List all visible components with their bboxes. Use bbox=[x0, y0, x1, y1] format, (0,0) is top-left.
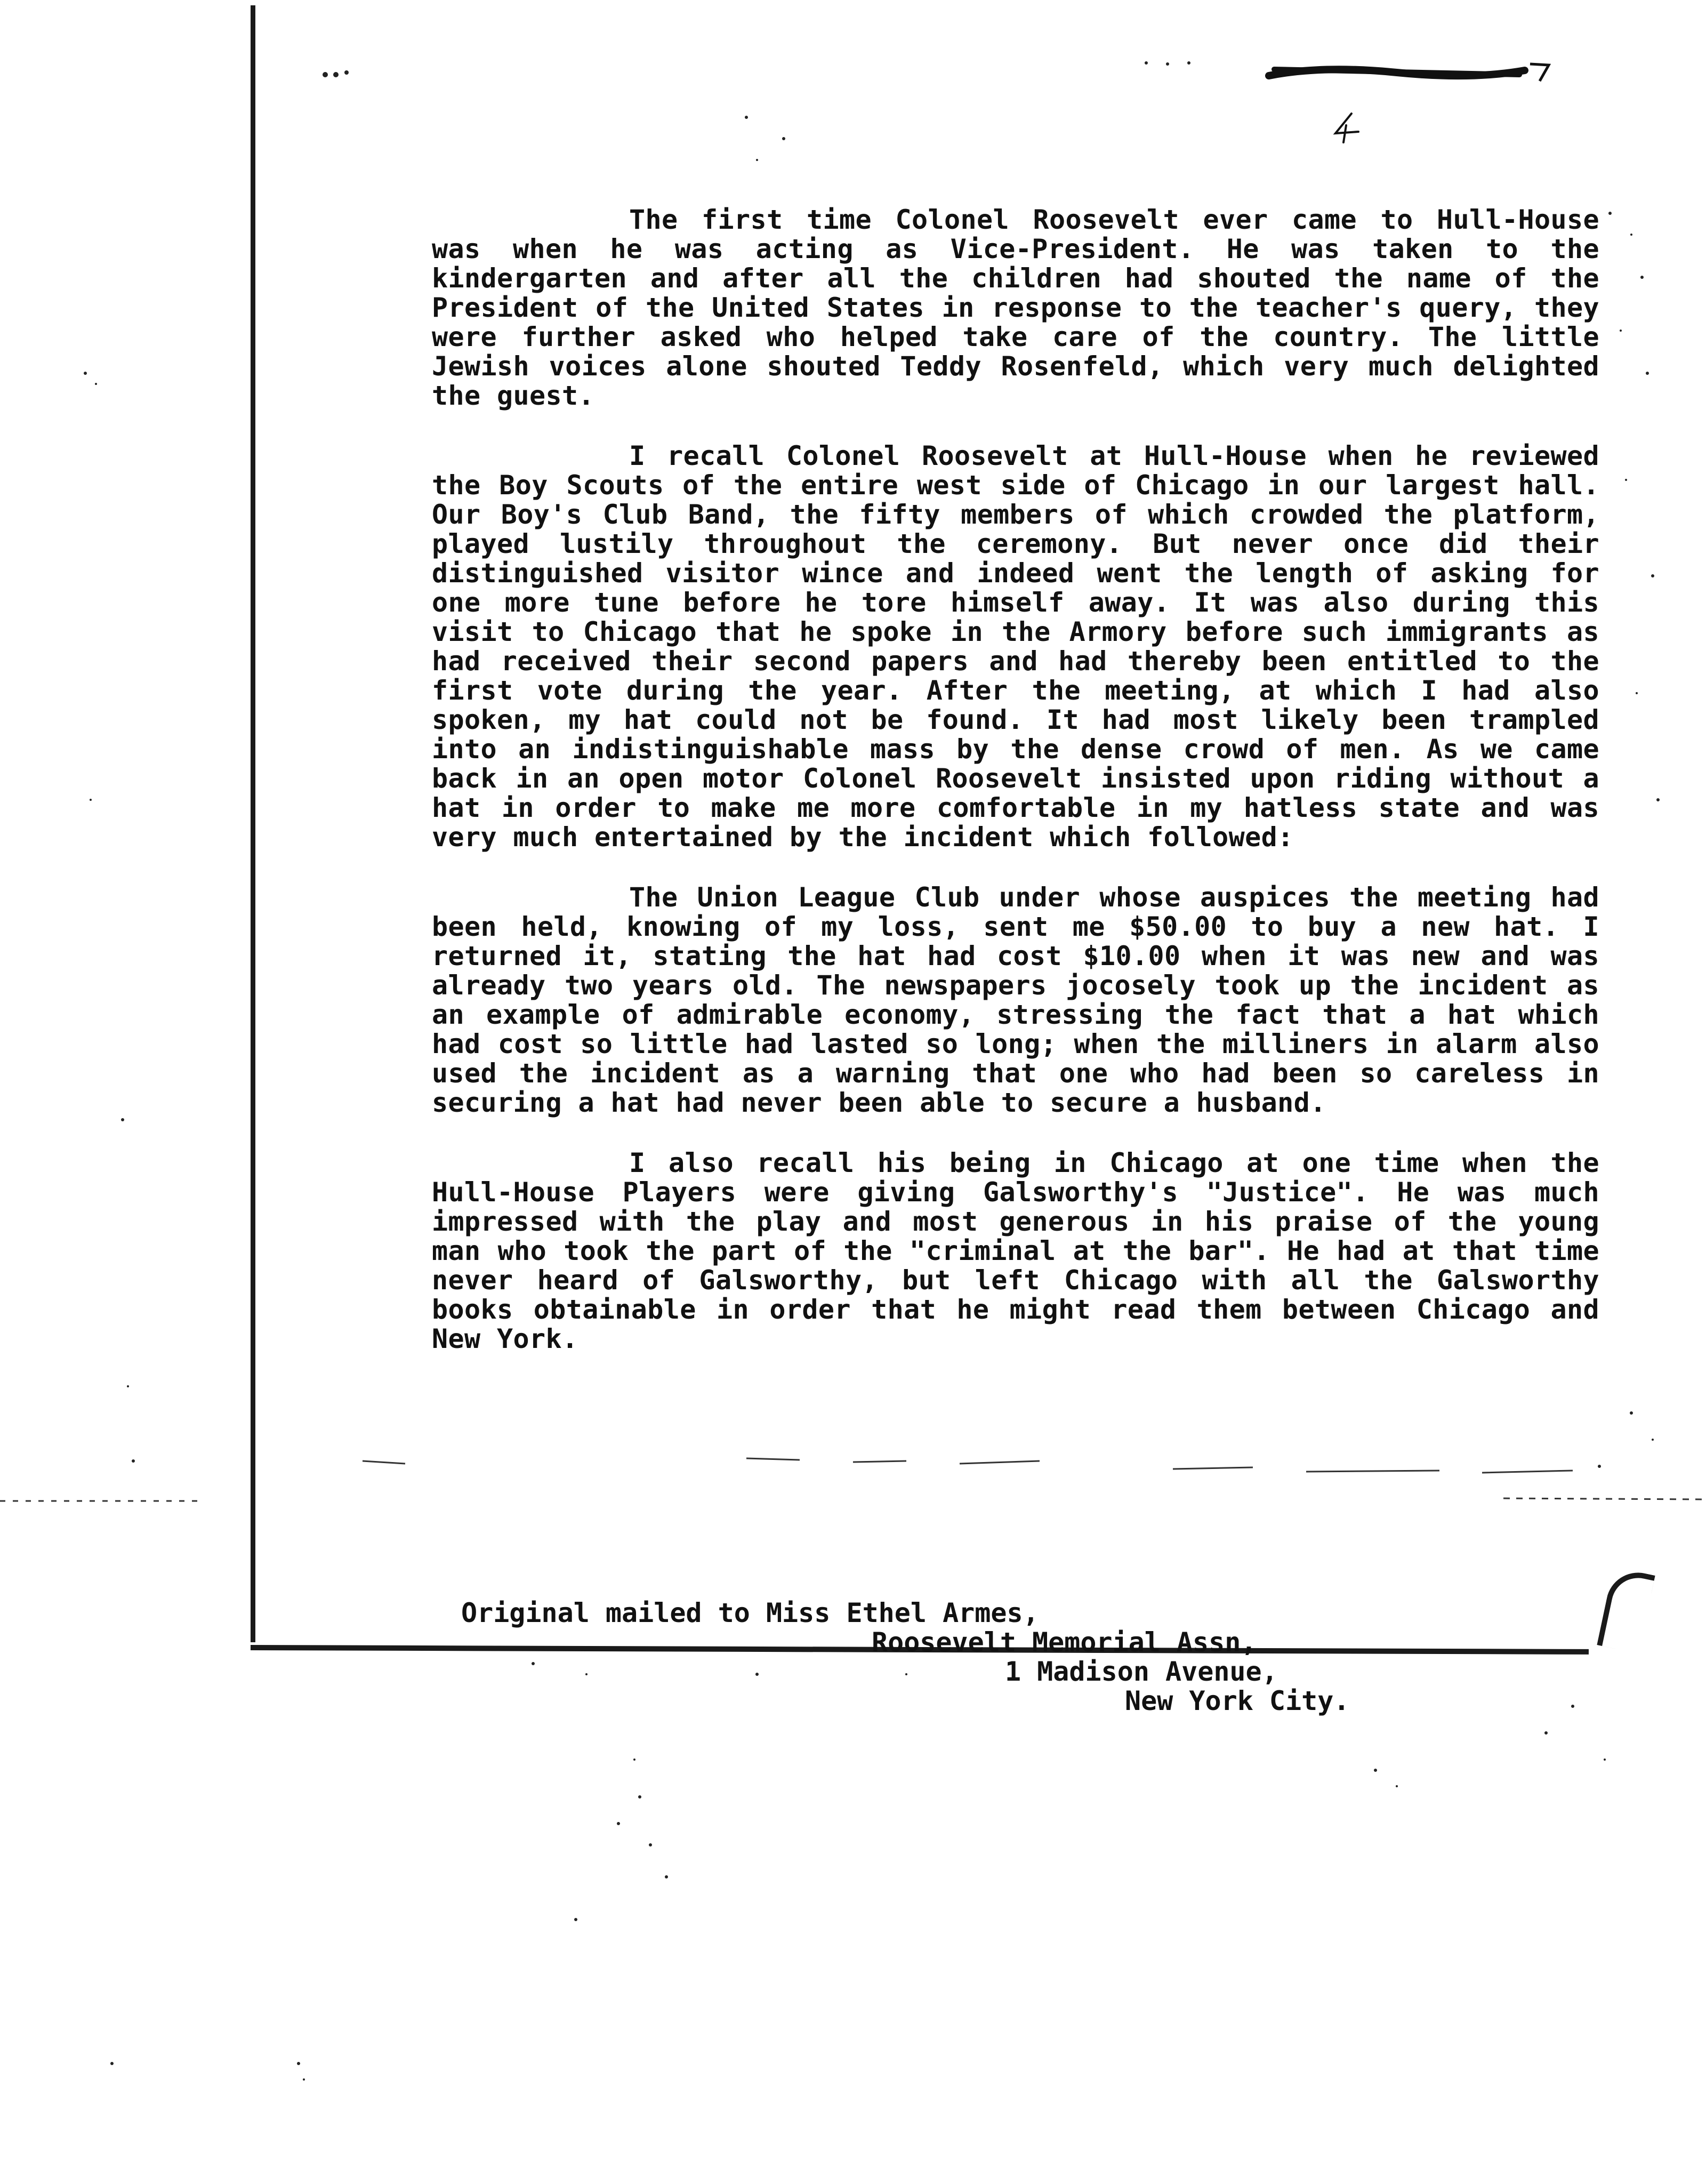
scan-border-corner bbox=[1597, 1567, 1655, 1653]
handwritten-mark bbox=[1327, 109, 1365, 147]
mailing-note-line-2: Roosevelt Memorial Assn, bbox=[872, 1627, 1257, 1658]
paragraph-4: I also recall his being in Chicago at one time when the Hull-House Players were giving Galsworthy's "Justice". He was much impressed with the play and most generous in his praise of the young man who took the part of the "criminal at the bar". He had at that time never heard of Galsworthy, but left Chicago with all the Galsworthy books obtainable in order that he might read them between Chicago and New York. bbox=[432, 1147, 1599, 1354]
mailing-note bbox=[461, 1599, 1581, 1716]
struck-out-page-number bbox=[1258, 60, 1557, 85]
mailing-note-line-3: 1 Madison Avenue, bbox=[1005, 1656, 1278, 1687]
paragraph-3: The Union League Club under whose auspices the meeting had been held, knowing of my loss, sent me $50.00 to buy a new hat. I returned it, stating the hat had cost $10.00 when it was new and was already two years old. The newspapers jocosely took up the incident as an example of admirable economy, stressing the fact that a hat which had cost so little had lasted so long; when the milliners in alarm also used the incident as a warning that one who had been so careless in securing a hat had never been able to secure a husband. bbox=[432, 882, 1599, 1118]
mailing-note-line-4: New York City. bbox=[1125, 1685, 1350, 1716]
letter-body bbox=[432, 205, 1599, 1385]
scan-border-left bbox=[251, 5, 255, 1642]
mailing-note-line-1: Original mailed to Miss Ethel Armes, bbox=[461, 1597, 1039, 1628]
paragraph-1: The first time Colonel Roosevelt ever came to Hull-House was when he was acting as Vice-President. He was taken to the kindergarten and after all the children had shouted the name of the President of the United States in response to the teacher's query, they were further asked who helped take care of the country. The little Jewish voices alone shouted Teddy Rosenfeld, which very much delighted the guest. bbox=[432, 204, 1599, 411]
paragraph-2: I recall Colonel Roosevelt at Hull-House when he reviewed the Boy Scouts of the entire west side of Chicago in our largest hall. Our Boy's Club Band, the fifty members of which crowded the platform, played lustily throughout the ceremony. But never once did their distinguished visitor wince and indeed went the length of asking for one more tune before he tore himself away. It was also during this visit to Chicago that he spoke in the Armory before such immigrants as had received their second papers and had thereby been entitled to the first vote during the year. After the meeting, at which I had also spoken, my hat could not be found. It had most likely been trampled into an indistinguishable mass by the dense crowd of men. As we came back in an open motor Colonel Roosevelt insisted upon riding without a hat in order to make me more comfortable in my hatless state and was very much entertained by the incident which followed: bbox=[432, 440, 1599, 853]
